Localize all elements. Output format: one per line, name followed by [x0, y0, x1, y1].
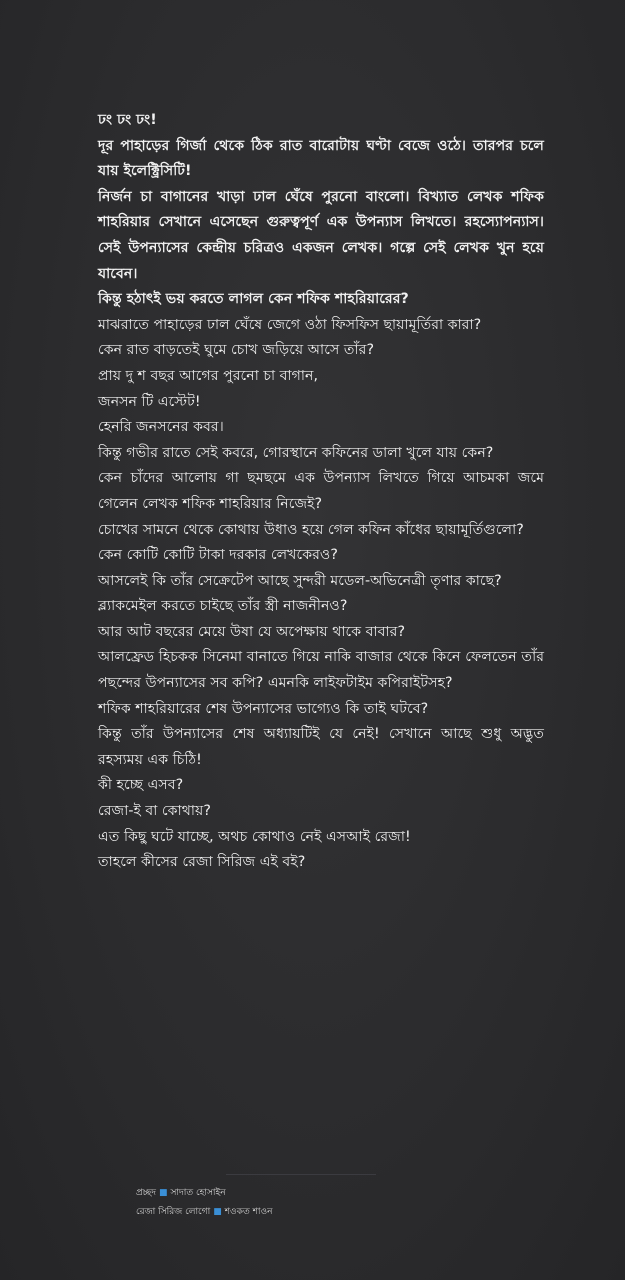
- separator-dot-icon: ■: [158, 1188, 168, 1198]
- blurb-paragraph: প্রায় দু শ বছর আগের পুরনো চা বাগান,: [98, 367, 319, 384]
- separator-dot-icon: ■: [213, 1207, 222, 1217]
- credits-divider: [226, 1174, 376, 1175]
- logo-credit-label: রেজা সিরিজ লোগো: [136, 1207, 211, 1217]
- blurb-paragraph: কিন্তু গভীর রাতে সেই কবরে, গোরস্থানে কফিনের ডালা খুলে যায় কেন?: [98, 444, 494, 461]
- blurb-paragraph: ঢং ঢং ঢং!: [98, 112, 157, 128]
- blurb-paragraph: কেন চাঁদের আলোয় গা ছমছমে এক উপন্যাস লিখতে গিয়ে আচমকা জমে গেলেন লেখক শফিক শাহরিয়ার নিজেই?: [98, 470, 544, 512]
- cover-credit-label: প্রচ্ছদ: [136, 1188, 156, 1198]
- cover-credit: [136, 1184, 366, 1203]
- blurb-paragraph: তাহলে কীসের রেজা সিরিজ এই বই?: [98, 854, 306, 871]
- blurb-paragraph: আর আট বছরের মেয়ে উষা যে অপেক্ষায় থাকে বাবার?: [98, 623, 405, 640]
- blurb-paragraph: কিন্তু তাঁর উপন্যাসের শেষ অধ্যায়টিই যে নেই! সেখানে আছে শুধু অদ্ভুত রহস্যময় এক চিঠি!: [98, 726, 544, 768]
- blurb-paragraph: আসলেই কি তাঁর সেক্রেটেপ আছে সুন্দরী মডেল-অভিনেত্রী তৃণার কাছে?: [98, 572, 502, 589]
- blurb-text: [98, 108, 544, 876]
- blurb-paragraph: হেনরি জনসনের কবর।: [98, 419, 224, 436]
- logo-credit: [136, 1203, 366, 1222]
- blurb-paragraph: কী হচ্ছে এসব?: [98, 777, 184, 794]
- blurb-paragraph: চোখের সামনে থেকে কোথায় উধাও হয়ে গেল কফিন কাঁধের ছায়ামূর্তিগুলো?: [98, 521, 524, 538]
- blurb-paragraph: জনসন টি এস্টেট!: [98, 393, 201, 410]
- blurb-paragraph: দূর পাহাড়ের গির্জা থেকে ঠিক রাত বারোটায় ঘণ্টা বেজে ওঠে। তারপর চলে যায় ইলেক্ট্রিসিটি!: [98, 137, 544, 180]
- blurb-paragraph: শফিক শাহরিয়ারের শেষ উপন্যাসের ভাগ্যেও কি তাই ঘটবে?: [98, 700, 429, 717]
- blurb-paragraph: কিন্তু হঠাৎই ভয় করতে লাগল কেন শফিক শাহরিয়ারের?: [98, 291, 409, 308]
- cover-credit-name: সাদাত হোসাইন: [170, 1188, 226, 1198]
- blurb-paragraph: নির্জন চা বাগানের খাড়া ঢাল ঘেঁষে পুরনো বাংলো। বিখ্যাত লেখক শফিক শাহরিয়ার সেখানে এসেছেন গুরুত্বপূর্ণ এক উপন্যাস লিখতে। রহস্যোপন্যাস। সেই উপন্যাসের কেন্দ্রীয় চরিত্রও একজন লেখক। গল্পে সেই লেখক খুন হয়ে যাবেন।: [98, 188, 544, 282]
- blurb-paragraph: ব্ল্যাকমেইল করতে চাইছে তাঁর স্ত্রী নাজনীনও?: [98, 598, 348, 615]
- credits: [136, 1184, 366, 1222]
- blurb-paragraph: আলফ্রেড হিচকক সিনেমা বানাতে গিয়ে নাকি বাজার থেকে কিনে ফেলতেন তাঁর পছন্দের উপন্যাসের সব কপি? এমনকি লাইফটাইম কপিরাইটসহ?: [98, 649, 544, 692]
- blurb-paragraph: এত কিছু ঘটে যাচ্ছে, অথচ কোথাও নেই এসআই রেজা!: [98, 828, 411, 845]
- logo-credit-name: শওকত শাওন: [224, 1207, 273, 1217]
- blurb-paragraph: মাঝরাতে পাহাড়ের ঢাল ঘেঁষে জেগে ওঠা ফিসফিস ছায়ামূর্তিরা কারা?: [98, 316, 482, 333]
- blurb-paragraph: রেজা-ই বা কোথায়?: [98, 803, 211, 820]
- blurb-paragraph: কেন কোটি কোটি টাকা দরকার লেখকেরও?: [98, 547, 338, 564]
- blurb-paragraph: কেন রাত বাড়তেই ঘুমে চোখ জড়িয়ে আসে তাঁর?: [98, 342, 374, 359]
